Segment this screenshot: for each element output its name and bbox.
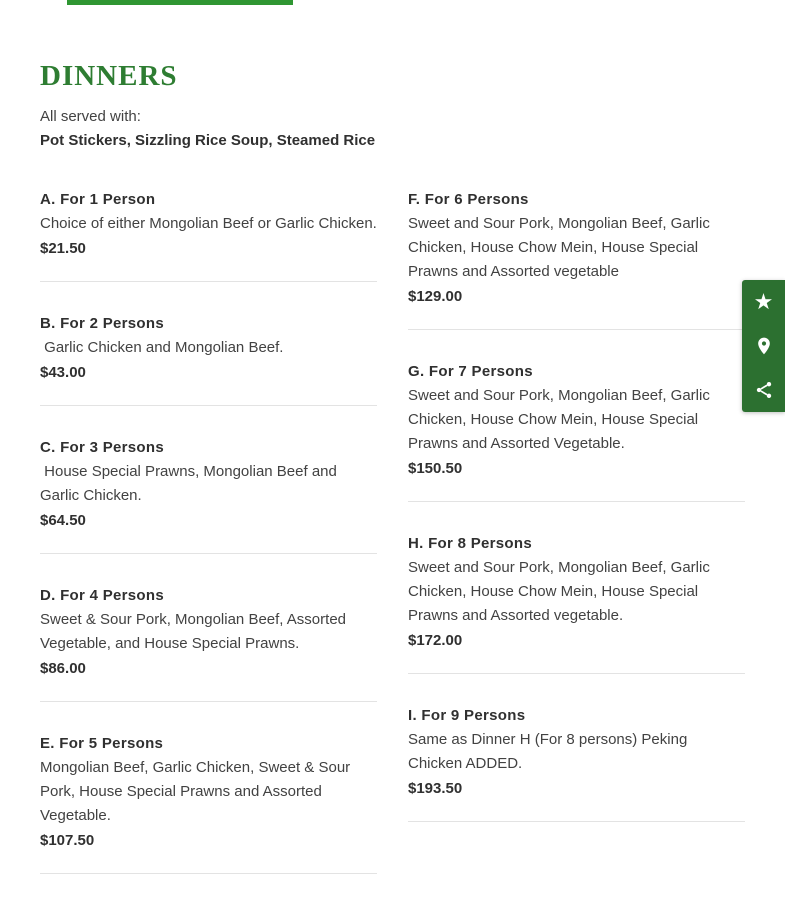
menu-item-title: E. For 5 Persons [40, 735, 164, 752]
menu-item-price: $86.00 [40, 660, 86, 677]
served-with-label: All served with: [40, 108, 141, 125]
menu-item-b [40, 312, 377, 406]
served-with-items: Pot Stickers, Sizzling Rice Soup, Steamed Rice [40, 132, 376, 149]
menu-item-title: H. For 8 Persons [408, 535, 533, 552]
menu-item-description: Garlic Chicken and Mongolian Beef. [40, 339, 284, 356]
menu-item-price: $107.50 [40, 832, 95, 849]
menu-item-description: Sweet & Sour Pork, Mongolian Beef, Assorted Vegetable, and House Special Prawns. [40, 611, 346, 652]
menu-item-title: B. For 2 Persons [40, 315, 165, 332]
menu-item-d [40, 584, 377, 702]
menu-item-title: F. For 6 Persons [408, 191, 529, 208]
map-pin-icon [754, 336, 774, 356]
menu-item-description: House Special Prawns, Mongolian Beef and Garlic Chicken. [40, 463, 337, 504]
star-icon: ★ [753, 289, 774, 314]
menu-item-i [408, 704, 745, 822]
menu-item-description: Choice of either Mongolian Beef or Garlic Chicken. [40, 215, 377, 232]
menu-item-title: I. For 9 Persons [408, 707, 526, 724]
menu-column-right [408, 188, 745, 904]
menu-item-description: Mongolian Beef, Garlic Chicken, Sweet & Sour Pork, House Special Prawns and Assorted Vegetable. [40, 759, 351, 824]
share-button[interactable] [742, 368, 785, 412]
menu-item-c [40, 436, 377, 554]
favorite-button[interactable] [742, 280, 785, 324]
top-green-strip [67, 0, 293, 5]
menu-item-h [408, 532, 745, 674]
menu-item-price: $193.50 [408, 780, 463, 797]
menu-item-title: C. For 3 Persons [40, 439, 165, 456]
menu-item-price: $172.00 [408, 632, 463, 649]
menu-item-price: $21.50 [40, 240, 86, 257]
menu-columns [40, 188, 745, 904]
menu-item-g [408, 360, 745, 502]
menu-item-e [40, 732, 377, 874]
section-title: DINNERS [40, 60, 178, 92]
menu-item-title: A. For 1 Person [40, 191, 156, 208]
menu-item-f [408, 188, 745, 330]
menu-item-price: $150.50 [408, 460, 463, 477]
share-icon [754, 380, 774, 400]
location-button[interactable] [742, 324, 785, 368]
menu-item-a [40, 188, 377, 282]
menu-column-left [40, 188, 377, 904]
menu-item-price: $64.50 [40, 512, 86, 529]
menu-item-description: Sweet and Sour Pork, Mongolian Beef, Garlic Chicken, House Chow Mein, House Special Prawns and Assorted Vegetable. [408, 387, 710, 452]
menu-item-description: Same as Dinner H (For 8 persons) Peking Chicken ADDED. [408, 731, 688, 772]
menu-item-title: G. For 7 Persons [408, 363, 533, 380]
menu-item-title: D. For 4 Persons [40, 587, 165, 604]
menu-item-description: Sweet and Sour Pork, Mongolian Beef, Garlic Chicken, House Chow Mein, House Special Prawns and Assorted vegetable [408, 215, 710, 280]
menu-item-description: Sweet and Sour Pork, Mongolian Beef, Garlic Chicken, House Chow Mein, House Special Prawns and Assorted vegetable. [408, 559, 710, 624]
menu-item-price: $129.00 [408, 288, 463, 305]
menu-item-price: $43.00 [40, 364, 86, 381]
floating-action-bar [742, 280, 785, 412]
